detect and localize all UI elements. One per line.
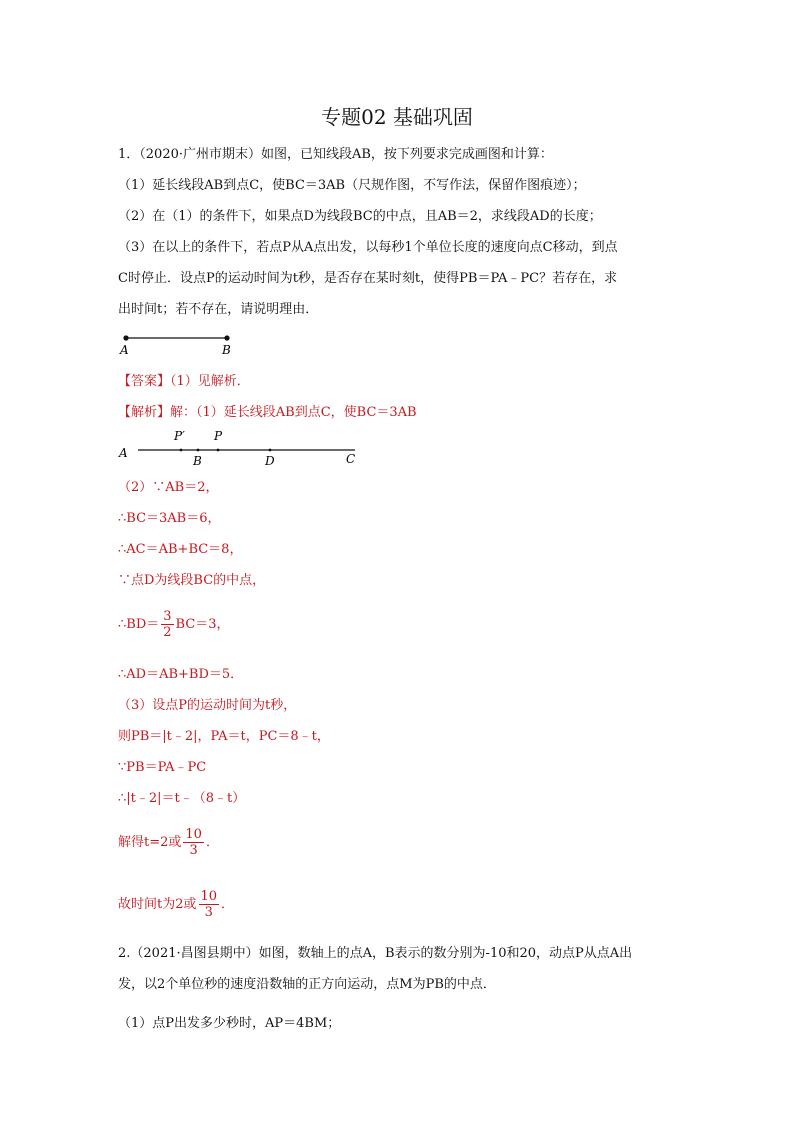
solution-step-1: （2）∵AB＝2， (118, 480, 219, 495)
fraction-denominator: 3 (204, 905, 213, 920)
q1-part3-line3: 出时间t；若不存在，请说明理由． (118, 302, 319, 317)
q2-part1: （1）点P出发多少秒时，AP＝4BM； (118, 1016, 341, 1031)
analysis-line: 【解析】解：（1）延长线段AB到点C，使BC＝3AB (118, 405, 417, 420)
step11-prefix: 解得t=2或 (118, 835, 182, 850)
solution-step-2: ∴BC＝3AB＝6， (118, 511, 221, 526)
solution-step-12 (118, 889, 234, 920)
page-title: 专题02 基础巩固 (321, 105, 473, 129)
fig2-label-d: D (265, 454, 275, 468)
solution-step-5 (118, 609, 230, 640)
fig2-label-b: B (193, 454, 202, 468)
step5-suffix: BC＝3， (175, 617, 230, 632)
q1-stem: 1．（2020·广州市期末）如图，已知线段AB，按下列要求完成画图和计算： (118, 147, 553, 162)
fraction-3-over-2 (161, 609, 173, 640)
q1-part3-line2: C时停止．设点P的运动时间为t秒，是否存在某时刻t，使得PB＝PA﹣PC？若存在，求 (118, 271, 618, 286)
step12-prefix: 故时间t为2或 (118, 897, 197, 912)
solution-step-6: ∴AD＝AB+BD＝5． (118, 667, 244, 682)
point-p-dot (217, 449, 220, 452)
fig2-label-a: A (119, 446, 128, 460)
q1-part3-line1: （3）在以上的条件下，若点P从A点出发，以每秒1个单位长度的速度向点C移动，到点 (118, 240, 618, 255)
solution-step-10: ∴|t﹣2|＝t﹣（8﹣t） (118, 791, 246, 806)
point-p-prime-dot (180, 449, 183, 452)
solution-step-3: ∴AC＝AB+BC＝8， (118, 542, 243, 557)
step11-suffix: ． (205, 835, 219, 850)
fig2-label-p-prime: P′ (174, 429, 185, 443)
q1-fig-label-a: A (120, 343, 129, 357)
solution-step-11 (118, 827, 219, 858)
step12-suffix: ． (221, 897, 235, 912)
q1-part1: （1）延长线段AB到点C，使BC＝3AB（尺规作图，不写作法，保留作图痕迹）； (118, 178, 586, 193)
fraction-denominator: 3 (189, 843, 198, 858)
solution-step-4: ∵点D为线段BC的中点， (118, 573, 266, 588)
answer-line: 【答案】（1）见解析． (118, 374, 250, 389)
fraction-numerator: 3 (163, 609, 172, 624)
point-b-dot-2 (197, 449, 200, 452)
q2-stem-line1: 2.（2021·昌图县期中）如图，数轴上的点A，B表示的数分别为-10和20，动点P从点A出 (118, 946, 633, 961)
solution-step-7: （3）设点P的运动时间为t秒， (118, 698, 297, 713)
q1-fig-label-b: B (222, 343, 231, 357)
fig2-label-c: C (346, 452, 356, 466)
q2-stem-line2: 发，以2个单位秒的速度沿数轴的正方向运动，点M为PB的中点． (118, 977, 496, 992)
fraction-10-over-3 (199, 889, 220, 920)
point-d-dot (269, 449, 272, 452)
solution-step-9: ∵PB＝PA﹣PC (118, 760, 207, 775)
fig2-label-p: P (214, 429, 223, 443)
fraction-numerator: 10 (185, 827, 202, 842)
q1-part2: （2）在（1）的条件下，如果点D为线段BC的中点，且AB＝2，求线段AD的长度； (118, 209, 602, 224)
solution-step-8: 则PB＝|t﹣2|，PA＝t，PC＝8﹣t， (118, 729, 330, 744)
step5-prefix: ∴BD＝ (118, 617, 160, 632)
fraction-denominator: 2 (163, 625, 172, 640)
fraction-numerator: 10 (200, 889, 218, 904)
fraction-10-over-3 (183, 827, 204, 858)
